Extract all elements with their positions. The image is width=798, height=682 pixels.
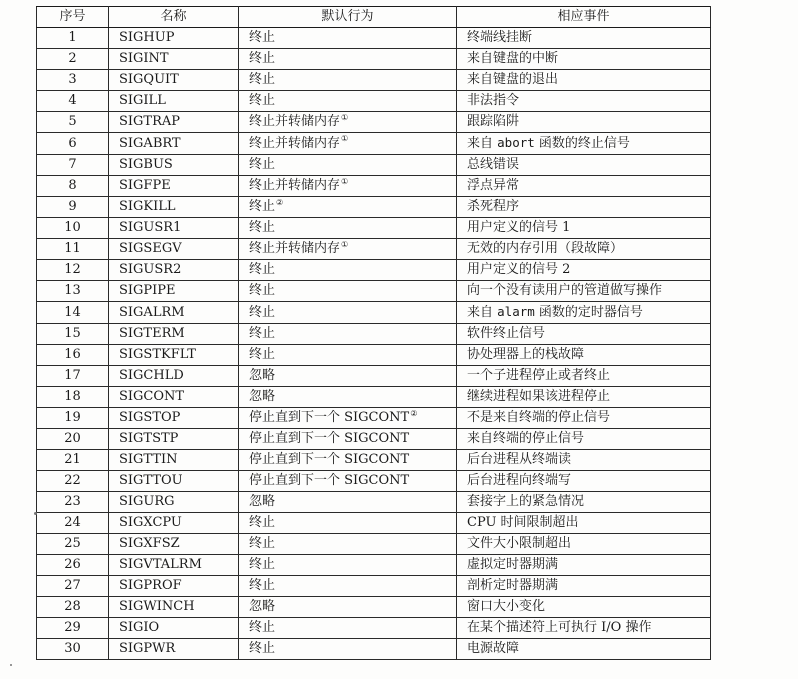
signal-name: SIGIO	[109, 618, 239, 639]
default-action-text: 终止	[249, 30, 276, 45]
event-text: 非法指令	[467, 93, 520, 108]
event-text: 来自终端的停止信号	[467, 431, 585, 446]
table-row	[37, 260, 711, 281]
table-row	[37, 408, 711, 429]
table-row	[37, 555, 711, 576]
signal-name: SIGTERM	[109, 324, 239, 345]
signal-name: SIGTSTP	[109, 429, 239, 450]
default-action	[239, 408, 457, 429]
table-row	[37, 324, 711, 345]
footnote-marker: ②	[276, 197, 284, 207]
table-row	[37, 133, 711, 155]
table-row	[37, 176, 711, 197]
default-action-text: 停止直到下一个 SIGCONT	[249, 431, 410, 446]
default-action	[239, 639, 457, 660]
default-action	[239, 302, 457, 324]
event-text: 虚拟定时器期满	[467, 557, 559, 572]
default-action	[239, 450, 457, 471]
default-action	[239, 176, 457, 197]
header-event: 相应事件	[457, 7, 711, 28]
event-description	[457, 429, 711, 450]
event-text: 软件终止信号	[467, 326, 546, 341]
signal-number: 12	[37, 260, 109, 281]
header-row	[37, 7, 711, 28]
signal-name: SIGHUP	[109, 28, 239, 49]
header-number: 序号	[37, 7, 109, 28]
event-text: 一个子进程停止或者终止	[467, 368, 611, 383]
header-default-action: 默认行为	[239, 7, 457, 28]
signal-name: SIGXCPU	[109, 513, 239, 534]
default-action-text: 终止	[249, 262, 276, 277]
table-row	[37, 70, 711, 91]
signal-name: SIGVTALRM	[109, 555, 239, 576]
event-description	[457, 534, 711, 555]
table-row	[37, 91, 711, 112]
signal-name: SIGUSR2	[109, 260, 239, 281]
event-text: 剖析定时器期满	[467, 578, 559, 593]
signal-name: SIGQUIT	[109, 70, 239, 91]
signal-number: 20	[37, 429, 109, 450]
event-text: 在某个描述符上可执行 I/O 操作	[467, 620, 652, 635]
signal-number: 3	[37, 70, 109, 91]
event-text: 无效的内存引用（段故障）	[467, 241, 624, 256]
table-row	[37, 471, 711, 492]
signal-table	[36, 6, 711, 660]
default-action-text: 忽略	[249, 389, 276, 404]
event-description	[457, 366, 711, 387]
default-action	[239, 429, 457, 450]
signal-name: SIGURG	[109, 492, 239, 513]
signal-number: 27	[37, 576, 109, 597]
default-action	[239, 70, 457, 91]
event-text: 浮点异常	[467, 178, 520, 193]
default-action	[239, 492, 457, 513]
event-description	[457, 239, 711, 260]
signal-number: 15	[37, 324, 109, 345]
event-text: 套接字上的紧急情况	[467, 494, 585, 509]
table-row	[37, 239, 711, 260]
event-description	[457, 324, 711, 345]
table-row	[37, 513, 711, 534]
signal-name: SIGILL	[109, 91, 239, 112]
table-row	[37, 387, 711, 408]
default-action	[239, 618, 457, 639]
header-name: 名称	[109, 7, 239, 28]
footnote-marker: ①	[341, 176, 349, 186]
default-action	[239, 239, 457, 260]
event-text: 函数的终止信号	[534, 136, 630, 151]
signal-name: SIGALRM	[109, 302, 239, 324]
signal-number: 18	[37, 387, 109, 408]
signal-number: 11	[37, 239, 109, 260]
default-action	[239, 324, 457, 345]
event-text: 继续进程如果该进程停止	[467, 389, 611, 404]
default-action-text: 终止并转储内存	[249, 114, 341, 129]
default-action	[239, 112, 457, 133]
default-action	[239, 387, 457, 408]
event-description	[457, 555, 711, 576]
default-action-text: 终止	[249, 641, 276, 656]
signal-number: 4	[37, 91, 109, 112]
signal-number: 1	[37, 28, 109, 49]
signal-name: SIGSEGV	[109, 239, 239, 260]
default-action-text: 终止并转储内存	[249, 241, 341, 256]
event-description	[457, 492, 711, 513]
signal-number: 25	[37, 534, 109, 555]
event-text: 跟踪陷阱	[467, 114, 520, 129]
event-description	[457, 345, 711, 366]
signal-name: SIGTRAP	[109, 112, 239, 133]
signal-name: SIGUSR1	[109, 218, 239, 239]
default-action-text: 终止并转储内存	[249, 135, 341, 151]
signal-number: 13	[37, 281, 109, 302]
default-action	[239, 597, 457, 618]
signal-name: SIGBUS	[109, 155, 239, 176]
default-action	[239, 133, 457, 155]
default-action-text: 终止	[249, 199, 276, 214]
table-row	[37, 345, 711, 366]
default-action-text: 终止	[249, 557, 276, 572]
event-description	[457, 218, 711, 239]
event-description	[457, 49, 711, 70]
default-action-text: 终止	[249, 515, 276, 530]
event-text: 协处理器上的栈故障	[467, 347, 585, 362]
signal-number: 8	[37, 176, 109, 197]
signal-number: 24	[37, 513, 109, 534]
event-description	[457, 450, 711, 471]
default-action-text: 停止直到下一个 SIGCONT	[249, 473, 410, 488]
signal-name: SIGPWR	[109, 639, 239, 660]
signal-name: SIGFPE	[109, 176, 239, 197]
default-action	[239, 534, 457, 555]
default-action-text: 终止	[249, 283, 276, 298]
footnote-marker: ①	[341, 112, 349, 122]
event-description	[457, 639, 711, 660]
event-text: 后台进程从终端读	[467, 452, 572, 467]
default-action-text: 终止	[249, 536, 276, 551]
table-row	[37, 155, 711, 176]
event-description	[457, 471, 711, 492]
default-action	[239, 155, 457, 176]
default-action-text: 停止直到下一个 SIGCONT	[249, 410, 410, 425]
table-row	[37, 450, 711, 471]
default-action	[239, 49, 457, 70]
signal-name: SIGPROF	[109, 576, 239, 597]
default-action	[239, 260, 457, 281]
default-action	[239, 91, 457, 112]
table-row	[37, 218, 711, 239]
table-row	[37, 281, 711, 302]
event-description	[457, 112, 711, 133]
event-description	[457, 513, 711, 534]
table-row	[37, 429, 711, 450]
default-action	[239, 197, 457, 218]
event-description	[457, 28, 711, 49]
function-name: abort	[497, 135, 535, 150]
default-action-text: 终止	[249, 347, 276, 362]
event-text: CPU 时间限制超出	[467, 515, 579, 530]
signal-number: 7	[37, 155, 109, 176]
table-row	[37, 49, 711, 70]
event-text: 窗口大小变化	[467, 599, 546, 614]
table-row	[37, 639, 711, 660]
event-text: 总线错误	[467, 157, 520, 172]
event-description	[457, 70, 711, 91]
event-text: 不是来自终端的停止信号	[467, 410, 611, 425]
default-action-text: 终止	[249, 220, 276, 235]
default-action-text: 忽略	[249, 599, 276, 614]
signal-name: SIGXFSZ	[109, 534, 239, 555]
default-action	[239, 576, 457, 597]
signal-number: 29	[37, 618, 109, 639]
default-action-text: 忽略	[249, 368, 276, 383]
table-row	[37, 112, 711, 133]
default-action-text: 终止	[249, 578, 276, 593]
signal-name: SIGKILL	[109, 197, 239, 218]
event-description	[457, 197, 711, 218]
event-description	[457, 281, 711, 302]
default-action-text: 终止	[249, 51, 276, 66]
signal-number: 16	[37, 345, 109, 366]
event-text: 文件大小限制超出	[467, 536, 572, 551]
footnote-marker: ①	[341, 239, 349, 249]
footnote-marker: ①	[341, 134, 349, 144]
table-row	[37, 597, 711, 618]
event-description	[457, 387, 711, 408]
scan-speck	[10, 664, 12, 666]
signal-number: 10	[37, 218, 109, 239]
event-text: 后台进程向终端写	[467, 473, 572, 488]
footnote-marker: ②	[410, 408, 418, 418]
table-row	[37, 534, 711, 555]
default-action	[239, 513, 457, 534]
table-row	[37, 492, 711, 513]
default-action-text: 终止	[249, 304, 276, 320]
signal-name: SIGABRT	[109, 133, 239, 155]
signal-number: 28	[37, 597, 109, 618]
table-header	[37, 7, 711, 28]
event-text: 用户定义的信号 2	[467, 262, 571, 277]
default-action-text: 终止	[249, 326, 276, 341]
table-row	[37, 366, 711, 387]
event-text: 来自键盘的退出	[467, 72, 559, 87]
signal-number: 5	[37, 112, 109, 133]
event-text: 终端线挂断	[467, 30, 533, 45]
signal-name: SIGWINCH	[109, 597, 239, 618]
figure-caption-fragment	[300, 672, 460, 682]
signal-name: SIGSTKFLT	[109, 345, 239, 366]
event-text: 来自	[467, 136, 498, 151]
table-row	[37, 28, 711, 49]
default-action	[239, 281, 457, 302]
signal-number: 26	[37, 555, 109, 576]
table-row	[37, 197, 711, 218]
scan-speck	[34, 512, 37, 515]
event-text: 函数的定时器信号	[534, 305, 643, 320]
signal-number: 17	[37, 366, 109, 387]
default-action-text: 停止直到下一个 SIGCONT	[249, 452, 410, 467]
table-row	[37, 302, 711, 324]
signal-number: 23	[37, 492, 109, 513]
default-action-text: 终止并转储内存	[249, 178, 341, 193]
default-action	[239, 366, 457, 387]
default-action	[239, 28, 457, 49]
default-action-text: 终止	[249, 620, 276, 635]
event-text: 电源故障	[467, 641, 520, 656]
event-description	[457, 618, 711, 639]
event-description	[457, 91, 711, 112]
default-action-text: 忽略	[249, 494, 276, 509]
event-text: 来自	[467, 305, 498, 320]
default-action	[239, 218, 457, 239]
signal-name: SIGSTOP	[109, 408, 239, 429]
default-action	[239, 471, 457, 492]
signal-number: 21	[37, 450, 109, 471]
default-action	[239, 345, 457, 366]
signal-number: 19	[37, 408, 109, 429]
signal-name: SIGCHLD	[109, 366, 239, 387]
signal-number: 2	[37, 49, 109, 70]
table-row	[37, 576, 711, 597]
signal-name: SIGINT	[109, 49, 239, 70]
default-action-text: 终止	[249, 93, 276, 108]
event-description	[457, 155, 711, 176]
table-row	[37, 618, 711, 639]
default-action	[239, 555, 457, 576]
signal-name: SIGPIPE	[109, 281, 239, 302]
event-text: 杀死程序	[467, 199, 520, 214]
event-description	[457, 260, 711, 281]
default-action-text: 终止	[249, 72, 276, 87]
signal-number: 22	[37, 471, 109, 492]
signal-number: 9	[37, 197, 109, 218]
table-body	[37, 28, 711, 660]
signal-number: 14	[37, 302, 109, 324]
event-description	[457, 597, 711, 618]
event-description	[457, 408, 711, 429]
event-description	[457, 133, 711, 155]
default-action-text: 终止	[249, 157, 276, 172]
event-description	[457, 576, 711, 597]
event-description	[457, 176, 711, 197]
function-name: alarm	[497, 304, 535, 319]
event-text: 用户定义的信号 1	[467, 220, 571, 235]
signal-number: 6	[37, 133, 109, 155]
signal-name: SIGCONT	[109, 387, 239, 408]
event-text: 向一个没有读用户的管道做写操作	[467, 283, 663, 298]
event-text: 来自键盘的中断	[467, 51, 559, 66]
signal-name: SIGTTIN	[109, 450, 239, 471]
signal-name: SIGTTOU	[109, 471, 239, 492]
event-description	[457, 302, 711, 324]
signal-number: 30	[37, 639, 109, 660]
